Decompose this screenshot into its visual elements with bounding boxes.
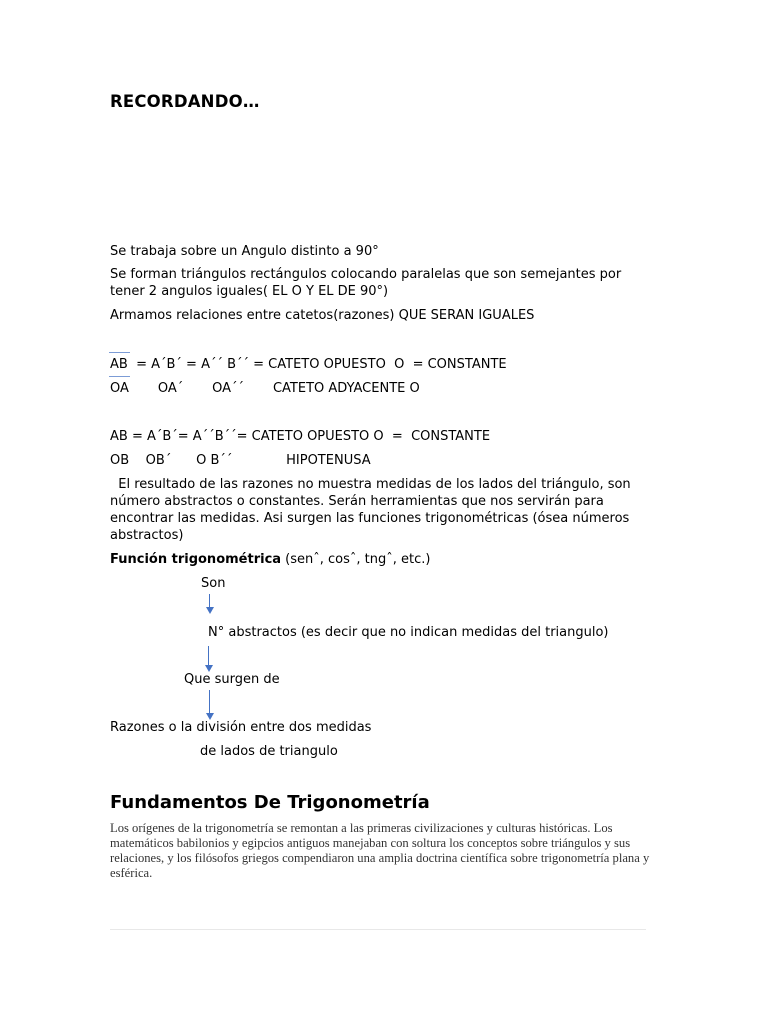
down-arrow-icon (207, 646, 211, 673)
function-line (110, 551, 430, 568)
ratio1-numerator (110, 356, 507, 373)
flow-abstractos: N° abstractos (es decir que no indican medidas del triangulo) (208, 625, 609, 640)
section-body: Los orígenes de la trigonometría se remontan a las primeras civilizaciones y culturas históricas. Los matemáticos babilonios y egipcios antiguos manejaban con soltura los conceptos sobre triángulos y sus relaciones, y los filósofos griegos compendiaron una amplia doctrina científica sobre trigonometría plana y esférica. (110, 821, 650, 880)
ratio2-numerator: AB = A´B´= A´´B´´= CATETO OPUESTO O = CONSTANTE (110, 429, 491, 444)
flow-son: Son (201, 576, 226, 591)
line-relations: Armamos relaciones entre catetos(razones) QUE SERAN IGUALES (110, 308, 535, 323)
ratio1-denominator: OA OA´ OA´´ CATETO ADYACENTE O (110, 381, 420, 396)
function-label: Función trigonométrica (110, 552, 282, 567)
down-arrow-icon (208, 690, 212, 720)
function-examples: (senˆ, cosˆ, tngˆ, etc.) (281, 552, 431, 567)
paragraph-results: El resultado de las razones no muestra medidas de los lados del triángulo, son número abstractos o constantes. Serán herramientas que nos servirán para encontrar las medidas. Asi surgen las funciones trigonométricas (ósea números abstractos) (110, 477, 635, 543)
flow-lados: de lados de triangulo (200, 744, 338, 759)
ratio1-equation: = A´B´ = A´´ B´´ = CATETO OPUESTO O = CONSTANTE (127, 357, 507, 372)
page-heading: RECORDANDO… (110, 92, 260, 111)
section-title: Fundamentos De Trigonometría (110, 792, 430, 813)
line-triangles: Se forman triángulos rectángulos colocando paralelas que son semejantes por tener 2 angulos iguales( EL O Y EL DE 90°) (110, 267, 622, 299)
line-angle: Se trabaja sobre un Angulo distinto a 90° (110, 244, 379, 259)
down-arrow-icon (208, 594, 212, 614)
ratio2-denominator: OB OB´ O B´´ HIPOTENUSA (110, 453, 371, 468)
flow-razones: Razones o la división entre dos medidas (110, 720, 372, 735)
divider (110, 929, 646, 930)
ab-fraction-mark: AB (110, 357, 128, 372)
flow-surgen: Que surgen de (184, 672, 280, 687)
